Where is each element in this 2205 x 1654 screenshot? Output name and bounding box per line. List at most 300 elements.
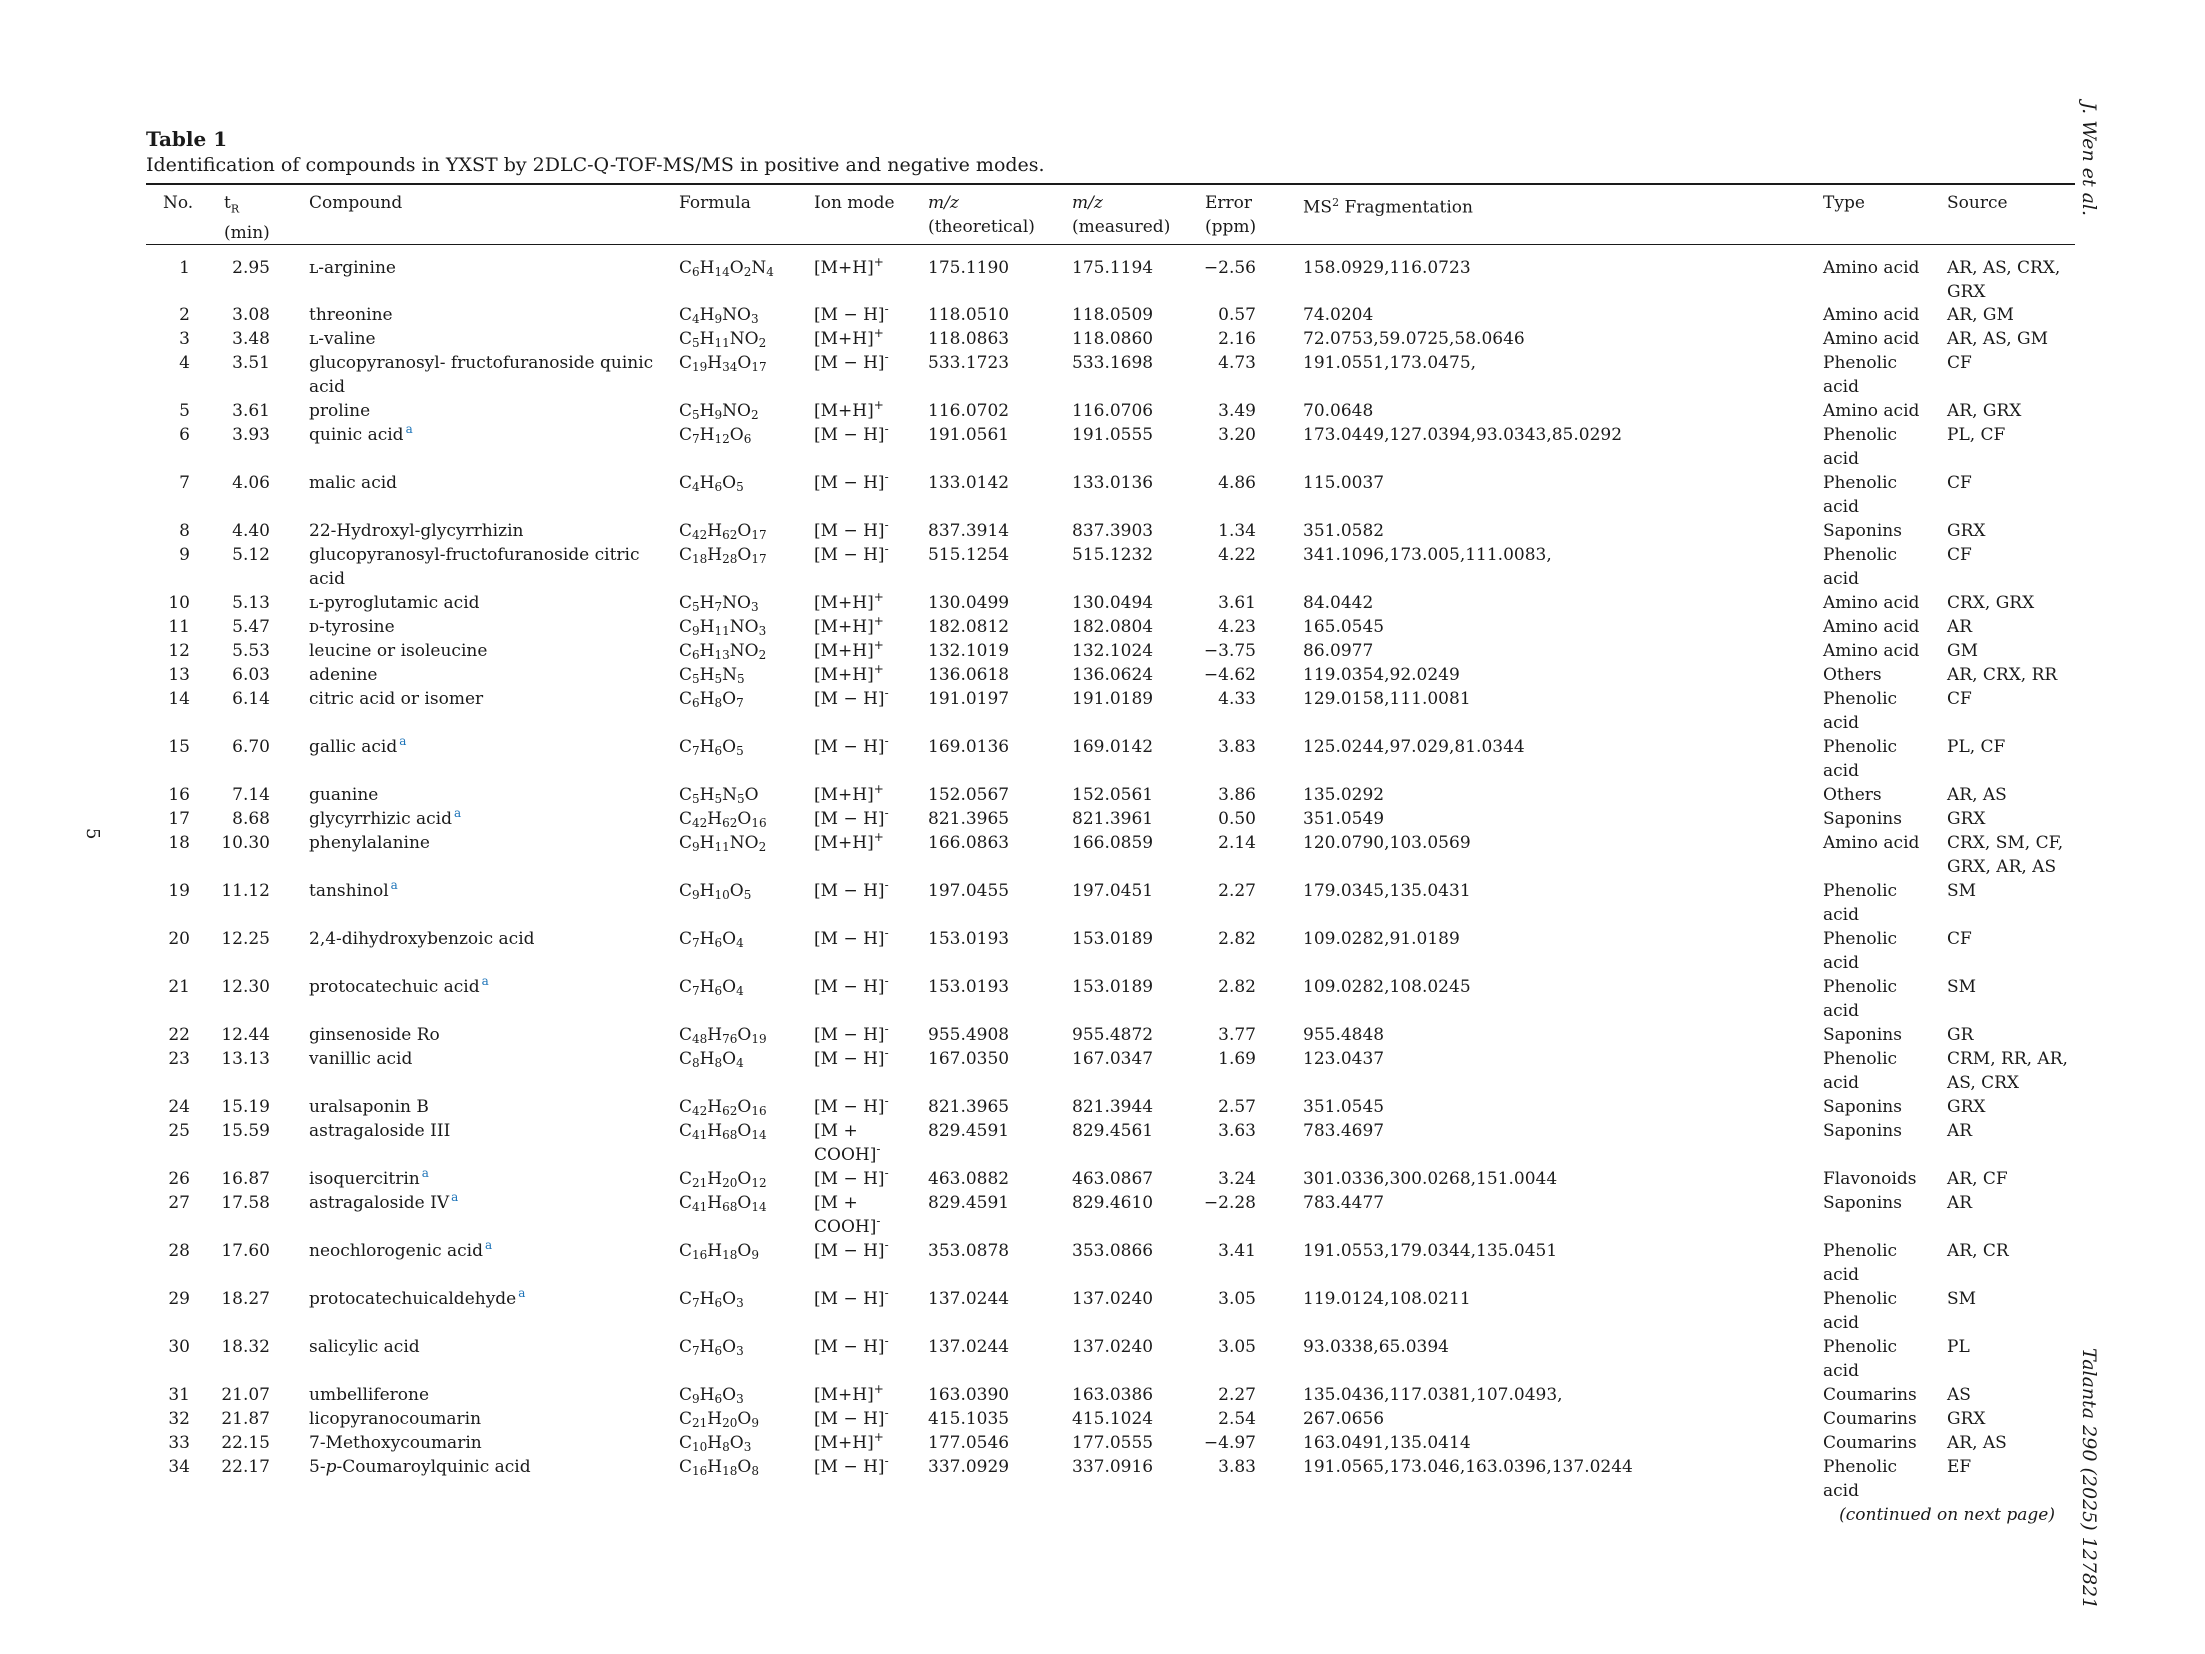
row-ion-mode: [M+H]+: [814, 662, 884, 685]
row-formula: $C_5H_9NO_2$: [679, 401, 759, 422]
row-retention-time: 13.13: [221, 1049, 270, 1069]
row-mz-theoretical: 118.0510: [928, 305, 1010, 325]
row-source: CRX, SM, CF, GRX, AR, AS: [1947, 833, 2064, 877]
row-source: AR: [1947, 1193, 1973, 1213]
row-mz-theoretical: 821.3965: [928, 1097, 1010, 1117]
row-error-ppm: 1.69: [1218, 1049, 1256, 1069]
row-ion-mode: [M+H]+: [814, 255, 884, 278]
row-ion-mode: [M − H]-: [814, 1406, 889, 1429]
header-mz-measured: m/z (measured): [1072, 193, 1171, 237]
row-compound: 5-p-Coumaroylquinic acid: [309, 1457, 531, 1477]
row-compound: ʟ-arginine: [309, 258, 396, 278]
row-formula: $C_4H_6O_5$: [679, 473, 744, 494]
row-retention-time: 8.68: [232, 809, 270, 829]
row-ms2-fragmentation: 72.0753,59.0725,58.0646: [1303, 329, 1525, 349]
row-source: AR, AS: [1947, 785, 2007, 805]
row-no: 2: [179, 305, 190, 325]
row-type: Phenolic acid: [1823, 1049, 1898, 1093]
row-formula: $C_{42}H_{62}O_{16}$: [679, 1097, 767, 1118]
row-compound: astragaloside III: [309, 1121, 451, 1141]
row-ion-mode: [M − H]-: [814, 1454, 889, 1477]
row-ion-mode: [M − H]-: [814, 350, 889, 373]
row-mz-theoretical: 153.0193: [928, 977, 1010, 997]
row-mz-theoretical: 191.0197: [928, 689, 1010, 709]
row-mz-measured: 116.0706: [1072, 401, 1154, 421]
row-type: Amino acid: [1823, 401, 1920, 421]
row-retention-time: 15.59: [221, 1121, 270, 1141]
row-no: 34: [168, 1457, 190, 1477]
row-no: 15: [168, 737, 190, 757]
row-mz-theoretical: 163.0390: [928, 1385, 1010, 1405]
row-mz-measured: 415.1024: [1072, 1409, 1154, 1429]
row-source: AR, AS, GM: [1947, 329, 2048, 349]
row-type: Saponins: [1823, 521, 1902, 541]
row-type: Amino acid: [1823, 305, 1920, 325]
row-error-ppm: 0.50: [1218, 809, 1256, 829]
row-ion-mode: [M − H]-: [814, 1286, 889, 1309]
row-error-ppm: 4.73: [1218, 353, 1256, 373]
row-error-ppm: 3.41: [1218, 1241, 1256, 1261]
row-mz-measured: 182.0804: [1072, 617, 1154, 637]
row-type: Saponins: [1823, 1097, 1902, 1117]
row-compound: glucopyranosyl-fructofuranoside citric acid: [309, 545, 640, 589]
running-author: J. Wen et al.: [2078, 102, 2100, 217]
row-ms2-fragmentation: 783.4697: [1303, 1121, 1385, 1141]
row-retention-time: 17.58: [221, 1193, 270, 1213]
row-retention-time: 16.87: [221, 1169, 270, 1189]
row-mz-measured: 821.3961: [1072, 809, 1154, 829]
row-retention-time: 6.14: [232, 689, 270, 709]
row-mz-theoretical: 130.0499: [928, 593, 1010, 613]
row-compound: citric acid or isomer: [309, 689, 484, 709]
row-retention-time: 5.12: [232, 545, 270, 565]
row-no: 32: [168, 1409, 190, 1429]
row-mz-theoretical: 137.0244: [928, 1337, 1010, 1357]
row-no: 23: [168, 1049, 190, 1069]
row-no: 21: [168, 977, 190, 997]
row-ms2-fragmentation: 120.0790,103.0569: [1303, 833, 1471, 853]
row-ion-mode: [M + COOH]-: [814, 1121, 881, 1165]
header-error: Error (ppm): [1205, 193, 1257, 237]
row-type: Saponins: [1823, 809, 1902, 829]
header-formula: Formula: [679, 193, 751, 213]
row-formula: $C_6H_8O_7$: [679, 689, 744, 710]
row-mz-measured: 191.0555: [1072, 425, 1154, 445]
row-retention-time: 5.13: [232, 593, 270, 613]
row-error-ppm: 2.82: [1218, 929, 1256, 949]
row-ms2-fragmentation: 351.0545: [1303, 1097, 1385, 1117]
footnote-marker[interactable]: a: [421, 1166, 429, 1180]
row-compound: proline: [309, 401, 371, 421]
row-type: Amino acid: [1823, 833, 1920, 853]
row-error-ppm: 3.83: [1218, 737, 1256, 757]
row-compound: gallic acid $^a$: [309, 734, 407, 757]
row-type: Phenolic acid: [1823, 473, 1898, 517]
row-source: SM: [1947, 977, 1977, 997]
row-retention-time: 18.32: [221, 1337, 270, 1357]
row-formula: $C_7H_6O_4$: [679, 929, 744, 950]
row-no: 9: [179, 545, 190, 565]
row-mz-theoretical: 829.4591: [928, 1193, 1010, 1213]
row-source: PL, CF: [1947, 425, 2006, 445]
row-type: Saponins: [1823, 1121, 1902, 1141]
row-ion-mode: [M − H]-: [814, 734, 889, 757]
row-ion-mode: [M + COOH]-: [814, 1193, 881, 1237]
row-ion-mode: [M − H]-: [814, 806, 889, 829]
row-error-ppm: 2.16: [1218, 329, 1256, 349]
row-type: Others: [1823, 665, 1882, 685]
row-mz-theoretical: 167.0350: [928, 1049, 1010, 1069]
footnote-marker[interactable]: a: [484, 1238, 493, 1252]
row-error-ppm: −2.56: [1203, 258, 1256, 278]
row-source: PL, CF: [1947, 737, 2006, 757]
row-error-ppm: −2.28: [1203, 1193, 1256, 1213]
row-formula: $C_{10}H_8O_3$: [679, 1433, 752, 1454]
row-source: AR: [1947, 1121, 1973, 1141]
row-ms2-fragmentation: 191.0553,179.0344,135.0451: [1303, 1241, 1558, 1261]
row-type: Saponins: [1823, 1025, 1902, 1045]
row-formula: $C_5H_7NO_3$: [679, 593, 759, 614]
row-mz-theoretical: 152.0567: [928, 785, 1010, 805]
row-no: 13: [168, 665, 190, 685]
row-formula: $C_9H_{11}NO_2$: [679, 833, 767, 854]
row-type: Phenolic acid: [1823, 689, 1898, 733]
row-no: 8: [179, 521, 190, 541]
row-type: Coumarins: [1823, 1385, 1917, 1405]
row-mz-measured: 191.0189: [1072, 689, 1154, 709]
table-caption: Identification of compounds in YXST by 2DLC-Q-TOF-MS/MS in positive and negative modes.: [146, 154, 1045, 176]
row-formula: $C_{41}H_{68}O_{14}$: [679, 1193, 767, 1214]
row-ms2-fragmentation: 191.0551,173.0475,: [1303, 353, 1477, 373]
row-mz-measured: 837.3903: [1072, 521, 1154, 541]
row-source: GRX: [1947, 521, 1986, 541]
header-type: Type: [1823, 193, 1865, 213]
row-error-ppm: 4.22: [1218, 545, 1256, 565]
row-source: GRX: [1947, 1097, 1986, 1117]
row-ms2-fragmentation: 783.4477: [1303, 1193, 1385, 1213]
row-mz-theoretical: 197.0455: [928, 881, 1010, 901]
row-compound: phenylalanine: [309, 833, 430, 853]
row-retention-time: 3.08: [232, 305, 270, 325]
row-retention-time: 15.19: [221, 1097, 270, 1117]
row-retention-time: 10.30: [221, 833, 270, 853]
row-mz-theoretical: 829.4591: [928, 1121, 1010, 1141]
row-error-ppm: 2.27: [1218, 881, 1256, 901]
row-type: Phenolic acid: [1823, 1289, 1898, 1333]
row-formula: $C_7H_6O_5$: [679, 737, 744, 758]
row-error-ppm: −4.62: [1203, 665, 1256, 685]
row-retention-time: 3.93: [232, 425, 270, 445]
row-ms2-fragmentation: 135.0292: [1303, 785, 1385, 805]
row-source: AR, AS, CRX, GRX: [1947, 258, 2061, 302]
row-mz-theoretical: 821.3965: [928, 809, 1010, 829]
row-retention-time: 17.60: [221, 1241, 270, 1261]
row-formula: $C_4H_9NO_3$: [679, 305, 759, 326]
row-mz-measured: 163.0386: [1072, 1385, 1154, 1405]
row-formula: $C_{41}H_{68}O_{14}$: [679, 1121, 767, 1142]
row-formula: $C_{19}H_{34}O_{17}$: [679, 353, 767, 374]
row-formula: $C_9H_{10}O_5$: [679, 881, 752, 902]
row-mz-theoretical: 118.0863: [928, 329, 1010, 349]
row-ms2-fragmentation: 115.0037: [1303, 473, 1385, 493]
row-mz-measured: 136.0624: [1072, 665, 1154, 685]
row-compound: 2,4-dihydroxybenzoic acid: [309, 929, 535, 949]
row-ion-mode: [M − H]-: [814, 1238, 889, 1261]
row-mz-theoretical: 132.1019: [928, 641, 1010, 661]
row-formula: $C_6H_{14}O_2N_4$: [679, 258, 774, 279]
row-ms2-fragmentation: 351.0582: [1303, 521, 1385, 541]
row-error-ppm: 1.34: [1218, 521, 1256, 541]
row-type: Phenolic acid: [1823, 977, 1898, 1021]
row-error-ppm: −4.97: [1203, 1433, 1256, 1453]
row-error-ppm: 2.82: [1218, 977, 1256, 997]
row-no: 18: [168, 833, 190, 853]
row-error-ppm: 3.61: [1218, 593, 1256, 613]
row-type: Amino acid: [1823, 593, 1920, 613]
header-tr: $t_R$ (min): [224, 193, 270, 244]
row-ms2-fragmentation: 119.0354,92.0249: [1303, 665, 1460, 685]
row-ion-mode: [M − H]-: [814, 1094, 889, 1117]
row-ms2-fragmentation: 119.0124,108.0211: [1303, 1289, 1471, 1309]
row-ms2-fragmentation: 123.0437: [1303, 1049, 1385, 1069]
row-type: Amino acid: [1823, 258, 1920, 278]
row-ms2-fragmentation: 158.0929,116.0723: [1303, 258, 1471, 278]
row-source: GRX: [1947, 809, 1986, 829]
footnote-marker[interactable]: a: [481, 974, 489, 988]
row-ms2-fragmentation: 70.0648: [1303, 401, 1374, 421]
row-mz-measured: 353.0866: [1072, 1241, 1154, 1261]
row-ion-mode: [M − H]-: [814, 542, 889, 565]
row-mz-measured: 132.1024: [1072, 641, 1154, 661]
row-retention-time: 3.48: [232, 329, 270, 349]
row-compound: salicylic acid: [309, 1337, 420, 1357]
row-compound: isoquercitrin $^a$: [309, 1166, 429, 1189]
row-formula: $C_8H_8O_4$: [679, 1049, 744, 1070]
row-type: Amino acid: [1823, 617, 1920, 637]
row-compound: umbelliferone: [309, 1385, 430, 1405]
row-formula: $C_{21}H_{20}O_9$: [679, 1409, 759, 1430]
row-formula: $C_7H_6O_3$: [679, 1289, 744, 1310]
row-retention-time: 3.61: [232, 401, 270, 421]
row-mz-measured: 153.0189: [1072, 929, 1154, 949]
row-retention-time: 5.47: [232, 617, 270, 637]
row-no: 31: [168, 1385, 190, 1405]
row-formula: $C_5H_5N_5O$: [679, 785, 759, 806]
row-ms2-fragmentation: 109.0282,108.0245: [1303, 977, 1471, 997]
row-formula: $C_{48}H_{76}O_{19}$: [679, 1025, 767, 1046]
row-formula: $C_7H_6O_4$: [679, 977, 744, 998]
row-type: Amino acid: [1823, 329, 1920, 349]
row-formula: $C_{21}H_{20}O_{12}$: [679, 1169, 767, 1190]
row-ion-mode: [M+H]+: [814, 398, 884, 421]
row-compound: glycyrrhizic acid $^a$: [309, 806, 462, 829]
row-mz-measured: 829.4610: [1072, 1193, 1154, 1213]
row-mz-measured: 137.0240: [1072, 1337, 1154, 1357]
row-compound: guanine: [309, 785, 379, 805]
row-no: 29: [168, 1289, 190, 1309]
row-mz-theoretical: 153.0193: [928, 929, 1010, 949]
row-compound: leucine or isoleucine: [309, 641, 488, 661]
row-mz-theoretical: 415.1035: [928, 1409, 1010, 1429]
row-mz-theoretical: 955.4908: [928, 1025, 1010, 1045]
row-ms2-fragmentation: 955.4848: [1303, 1025, 1385, 1045]
continued-note: (continued on next page): [1839, 1505, 2055, 1525]
row-retention-time: 21.87: [221, 1409, 270, 1429]
row-mz-measured: 169.0142: [1072, 737, 1154, 757]
row-source: CF: [1947, 929, 1972, 949]
row-no: 19: [168, 881, 190, 901]
row-compound: 7-Methoxycoumarin: [309, 1433, 482, 1453]
row-ion-mode: [M+H]+: [814, 326, 884, 349]
row-mz-measured: 130.0494: [1072, 593, 1154, 613]
row-mz-measured: 118.0860: [1072, 329, 1154, 349]
row-type: Flavonoids: [1823, 1169, 1917, 1189]
row-no: 3: [179, 329, 190, 349]
row-no: 20: [168, 929, 190, 949]
row-ms2-fragmentation: 351.0549: [1303, 809, 1385, 829]
row-mz-measured: 197.0451: [1072, 881, 1154, 901]
row-ion-mode: [M+H]+: [814, 1382, 884, 1405]
footnote-marker[interactable]: a: [518, 1286, 526, 1300]
row-error-ppm: 3.86: [1218, 785, 1256, 805]
row-ms2-fragmentation: 74.0204: [1303, 305, 1374, 325]
row-type: Saponins: [1823, 1193, 1902, 1213]
row-retention-time: 4.06: [232, 473, 270, 493]
row-mz-theoretical: 177.0546: [928, 1433, 1010, 1453]
footnote-marker[interactable]: a: [451, 1190, 459, 1204]
row-mz-measured: 337.0916: [1072, 1457, 1154, 1477]
row-error-ppm: 3.05: [1218, 1289, 1256, 1309]
row-compound: ʟ-pyroglutamic acid: [309, 593, 480, 613]
header-compound: Compound: [309, 193, 403, 213]
row-ion-mode: [M − H]-: [814, 1022, 889, 1045]
row-mz-measured: 515.1232: [1072, 545, 1154, 565]
row-mz-measured: 829.4561: [1072, 1121, 1154, 1141]
row-compound: tanshinol $^a$: [309, 878, 398, 901]
row-retention-time: 12.30: [221, 977, 270, 997]
row-error-ppm: 2.27: [1218, 1385, 1256, 1405]
row-retention-time: 2.95: [232, 258, 270, 278]
footnote-marker[interactable]: a: [390, 878, 398, 892]
row-formula: $C_9H_6O_3$: [679, 1385, 744, 1406]
row-compound: ginsenoside Ro: [309, 1025, 440, 1045]
row-compound: threonine: [309, 305, 393, 325]
row-source: SM: [1947, 1289, 1977, 1309]
row-compound: vanillic acid: [309, 1049, 413, 1069]
row-source: CF: [1947, 689, 1972, 709]
row-no: 11: [168, 617, 190, 637]
row-ms2-fragmentation: 129.0158,111.0081: [1303, 689, 1471, 709]
row-formula: $C_9H_{11}NO_3$: [679, 617, 767, 638]
row-ms2-fragmentation: 163.0491,135.0414: [1303, 1433, 1471, 1453]
row-mz-theoretical: 137.0244: [928, 1289, 1010, 1309]
row-mz-theoretical: 166.0863: [928, 833, 1010, 853]
footnote-marker[interactable]: a: [405, 422, 413, 436]
row-ion-mode: [M − H]-: [814, 1046, 889, 1069]
row-type: Amino acid: [1823, 641, 1920, 661]
row-compound: uralsaponin B: [309, 1097, 429, 1117]
row-ion-mode: [M − H]-: [814, 518, 889, 541]
row-ms2-fragmentation: 135.0436,117.0381,107.0493,: [1303, 1385, 1563, 1405]
row-ms2-fragmentation: 191.0565,173.046,163.0396,137.0244: [1303, 1457, 1633, 1477]
running-journal: Talanta 290 (2025) 127821: [2078, 1348, 2100, 1610]
row-source: CRM, RR, AR, AS, CRX: [1947, 1049, 2068, 1093]
row-retention-time: 18.27: [221, 1289, 270, 1309]
row-compound: astragaloside IV $^a$: [309, 1190, 459, 1213]
row-source: CF: [1947, 473, 1972, 493]
row-mz-theoretical: 169.0136: [928, 737, 1010, 757]
row-retention-time: 7.14: [232, 785, 270, 805]
row-mz-measured: 533.1698: [1072, 353, 1154, 373]
row-retention-time: 21.07: [221, 1385, 270, 1405]
row-mz-measured: 463.0867: [1072, 1169, 1154, 1189]
row-mz-measured: 133.0136: [1072, 473, 1154, 493]
row-retention-time: 6.03: [232, 665, 270, 685]
row-mz-measured: 166.0859: [1072, 833, 1154, 853]
row-ion-mode: [M+H]+: [814, 1430, 884, 1453]
row-no: 22: [168, 1025, 190, 1045]
row-error-ppm: 3.77: [1218, 1025, 1256, 1045]
row-mz-theoretical: 191.0561: [928, 425, 1010, 445]
row-ms2-fragmentation: 125.0244,97.029,81.0344: [1303, 737, 1525, 757]
footnote-marker[interactable]: a: [399, 734, 407, 748]
row-retention-time: 6.70: [232, 737, 270, 757]
row-retention-time: 22.17: [221, 1457, 270, 1477]
row-type: Phenolic acid: [1823, 1457, 1898, 1501]
row-error-ppm: 3.83: [1218, 1457, 1256, 1477]
row-no: 30: [168, 1337, 190, 1357]
row-ion-mode: [M − H]-: [814, 974, 889, 997]
row-no: 26: [168, 1169, 190, 1189]
row-type: Phenolic acid: [1823, 1337, 1898, 1381]
row-ms2-fragmentation: 267.0656: [1303, 1409, 1385, 1429]
row-formula: $C_{18}H_{28}O_{17}$: [679, 545, 767, 566]
row-error-ppm: 3.24: [1218, 1169, 1256, 1189]
row-formula: $C_7H_6O_3$: [679, 1337, 744, 1358]
header-no: No.: [163, 193, 194, 213]
row-error-ppm: 4.23: [1218, 617, 1256, 637]
row-mz-theoretical: 116.0702: [928, 401, 1010, 421]
header-ms2: $MS^2$ Fragmentation: [1303, 196, 1473, 218]
page-number: 5: [82, 828, 103, 840]
row-compound: adenine: [309, 665, 378, 685]
row-retention-time: 4.40: [232, 521, 270, 541]
row-type: Phenolic acid: [1823, 929, 1898, 973]
row-ion-mode: [M − H]-: [814, 470, 889, 493]
row-no: 25: [168, 1121, 190, 1141]
row-retention-time: 12.44: [221, 1025, 270, 1045]
footnote-marker[interactable]: a: [453, 806, 462, 820]
row-error-ppm: 4.86: [1218, 473, 1256, 493]
row-source: AR, CF: [1947, 1169, 2008, 1189]
row-source: CF: [1947, 545, 1972, 565]
row-error-ppm: 2.54: [1218, 1409, 1256, 1429]
row-compound: neochlorogenic acid $^a$: [309, 1238, 493, 1261]
row-error-ppm: 4.33: [1218, 689, 1256, 709]
row-no: 28: [168, 1241, 190, 1261]
row-compound: ʟ-valine: [309, 329, 376, 349]
table-label: Table 1: [146, 127, 228, 151]
row-type: Phenolic acid: [1823, 425, 1898, 469]
row-source: AR: [1947, 617, 1973, 637]
row-retention-time: 5.53: [232, 641, 270, 661]
row-source: AR, GM: [1947, 305, 2014, 325]
row-compound: protocatechuic acid $^a$: [309, 974, 489, 997]
row-ion-mode: [M − H]-: [814, 926, 889, 949]
row-source: EF: [1947, 1457, 1972, 1477]
row-mz-measured: 955.4872: [1072, 1025, 1154, 1045]
row-type: Phenolic acid: [1823, 353, 1898, 397]
